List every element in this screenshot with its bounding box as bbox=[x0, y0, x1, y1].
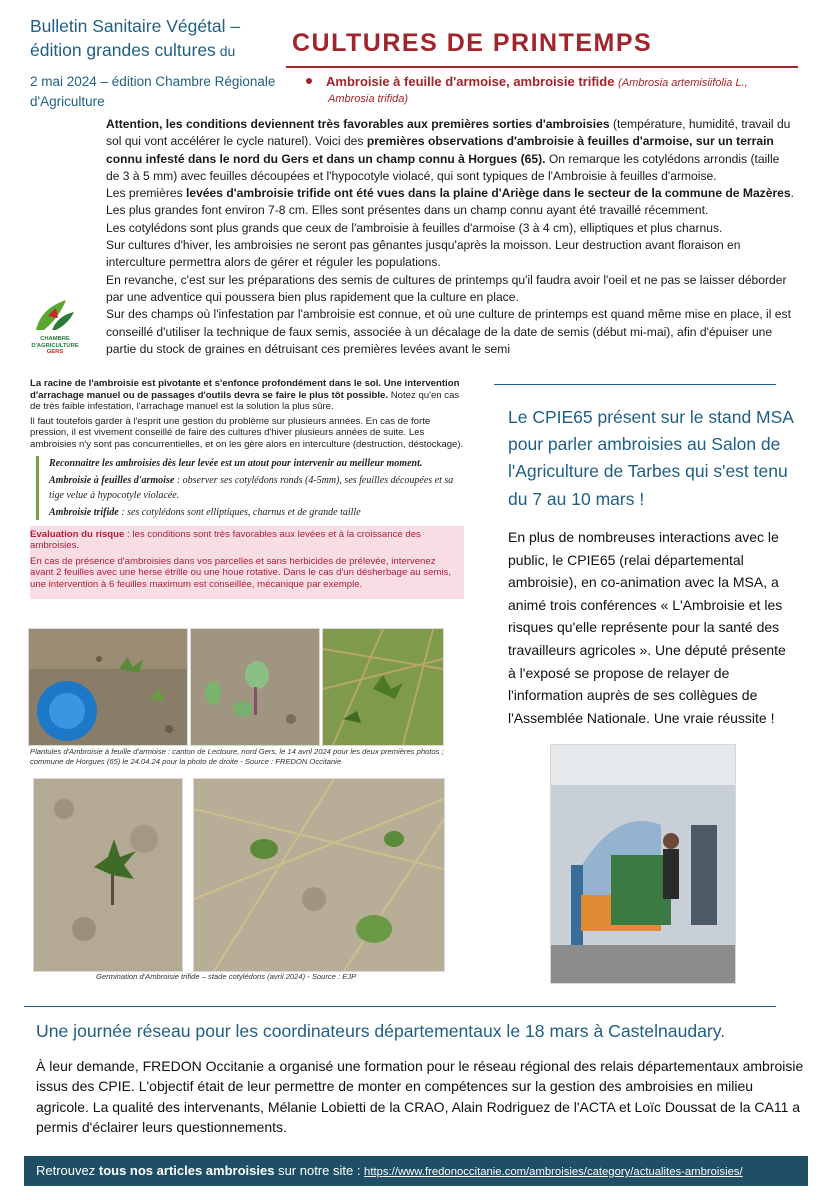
recognition-quote bbox=[36, 456, 464, 520]
bullet-dot-icon bbox=[306, 78, 312, 84]
msa-stand-photo bbox=[550, 744, 736, 984]
bulletin-title-du: du bbox=[215, 43, 236, 59]
quote-intro: Reconnaitre les ambroisies dès leur levée est un atout pour intervenir au meilleur moment. bbox=[49, 457, 423, 469]
footer-bold: tous nos articles ambroisies bbox=[98, 1163, 275, 1178]
logo-text-2: D'AGRICULTURE bbox=[31, 342, 79, 349]
seedling-photo-3 bbox=[322, 628, 444, 746]
species-name: Ambroisie à feuille d'armoise, ambroisie trifide bbox=[326, 74, 615, 89]
quote-trifide-text: : ses cotylédons sont elliptiques, charnus et de grande taille bbox=[118, 506, 361, 518]
chambre-agriculture-logo bbox=[22, 296, 88, 358]
main-paragraph-5: En revanche, c'est sur les préparations des semis de cultures de printemps qu'il faudra avoir l'oeil et ne pas se laisser déborder par une adventice qui poussera bien plus rapidement que la culture en place. bbox=[106, 272, 787, 304]
bottom-divider bbox=[24, 1006, 776, 1007]
trifide-photo-1 bbox=[33, 778, 183, 972]
doc-p1-text: Notez qu'en cas de très faible infestation, l'arrachage manuel est la solution la plus sûre. bbox=[30, 389, 460, 413]
species-latin-2: Ambrosia trifida) bbox=[328, 93, 409, 105]
doc-paragraph-1 bbox=[30, 378, 464, 413]
quote-armoise-label: Ambroisie à feuilles d'armoise bbox=[49, 474, 175, 486]
species-bullet bbox=[306, 74, 801, 107]
main-p2-text-1: Les premières bbox=[106, 186, 186, 201]
section-banner bbox=[286, 26, 798, 68]
footer-site-link[interactable]: https://www.fredonoccitanie.com/ambroisies/category/actualites-ambroisies/ bbox=[364, 1166, 743, 1178]
seedling-photo-1 bbox=[28, 628, 188, 746]
logo-text-1: CHAMBRE bbox=[40, 336, 70, 342]
network-day-body: À leur demande, FREDON Occitanie a organisé une formation pour le réseau régional des relais départementaux ambroisie issus des CPIE. L'objectif était de leur permettre de monter en compétences sur la gestion des ambroisies en milieu agricole. La qualité des intervenants, Mélanie Lobietti de la CRAO, Alain Rodriguez de l'ACTA et Loïc Doussat de la CA11 a permis d'éclairer leurs questionnements. bbox=[36, 1058, 804, 1136]
main-p2-text-2: . Les plus grandes font environ 7-8 cm. Elles sont présentes dans un champ connu ayant été travaillé récemment. bbox=[106, 186, 794, 218]
bulletin-date-line: 2 mai 2024 – édition Chambre Régionale bbox=[30, 74, 276, 89]
cpie-article-body: En plus de nombreuses interactions avec le public, le CPIE65 (relai départemental ambroisie), en co-animation avec la MSA, a animé trois conférences « L'Ambroisie et les risques qu'elle représente pour la santé des travailleurs agricoles ». Une député présente à l'exposé se propose de relayer de l'information auprès de ses collègues de l'Assemblée Nationale. Une vraie réussite ! bbox=[508, 529, 786, 726]
bulletin-date bbox=[30, 72, 292, 112]
footer-banner bbox=[24, 1156, 808, 1186]
risk-evaluation-box bbox=[30, 526, 464, 599]
technical-sheet bbox=[30, 378, 464, 599]
risk-text: : les conditions sont très favorables aux levées et à la croissance des ambroisies. bbox=[30, 528, 421, 552]
footer-middle: sur notre site : bbox=[274, 1163, 365, 1178]
doc-p1-bold: La racine de l'ambroisie est pivotante et s'enfonce profondément dans le sol. Une intervention d'arrachage manuel ou de passages d'outils devra se faire le plus tôt possible. bbox=[30, 378, 460, 401]
risk-label: Evaluation du risque bbox=[30, 528, 125, 540]
logo-leaf-icon bbox=[22, 296, 88, 336]
trifide-photo-2 bbox=[193, 778, 445, 972]
cpie-article-title: Le CPIE65 présent sur le stand MSA pour parler ambroisies au Salon de l'Agriculture de Tarbes qui s'est tenu du 7 au 10 mars ! bbox=[508, 407, 794, 509]
logo-text-3: GERS bbox=[46, 349, 64, 355]
main-article bbox=[106, 116, 796, 358]
photo-caption-1: Plantules d'Ambroisie à feuille d'armoise : canton de Lectoure, nord Gers, le 14 avril 2024 pour les deux premières photos ; commune de Horgues (65) le 24.04.24 pour la photo de droite - Source : FREDON Occitanie bbox=[30, 747, 444, 766]
main-paragraph-2 bbox=[106, 185, 796, 220]
bulletin-title-line1: Bulletin Sanitaire Végétal – bbox=[30, 16, 241, 36]
network-day-title: Une journée réseau pour les coordinateurs départementaux le 18 mars à Castelnaudary. bbox=[36, 1021, 726, 1041]
main-p1-text-2: On remarque les cotylédons arrondis (taille de 3 à 5 mm) avec feuilles découpées et l'hypocotyle violacé, qui sont typiques de l'Ambroisie à feuilles d'armoise. bbox=[106, 151, 780, 183]
section-title: CULTURES DE PRINTEMPS bbox=[292, 29, 653, 57]
bulletin-title-line2: édition grandes cultures bbox=[30, 40, 216, 60]
main-p1-bold-2: premières observations d'ambroisie à feuilles d'armoise, sur un terrain connu infesté dans le nord du Gers et dans un champ connu à Horgues (65). bbox=[106, 134, 774, 166]
risk-advice: En cas de présence d'ambroisies dans vos parcelles et sans herbicides de prélevée, intervenez avant 2 feuilles avec une herse étrille ou une houe rotative. Dans le cas d'un désherbage au semis, une intervention à 6 feuilles maximum est conseillée, mécanique par exemple. bbox=[30, 555, 452, 590]
footer-prefix: Retrouvez bbox=[36, 1163, 99, 1178]
main-paragraph-1 bbox=[106, 116, 796, 185]
main-paragraph-6: Sur des champs où l'infestation par l'ambroisie est connue, et où une culture de printemps est quand même mise en place, il est conseillé d'utiliser la technique de faux semis, associée à un décalage de la date de semis (début mi-mai), afin d'épuiser une partie du stock de graines en détruisant ces premières levées avant le semi bbox=[106, 307, 791, 356]
bulletin-header bbox=[30, 14, 292, 63]
main-p1-text-1: (température, humidité, travail du sol qui vont accélérer le cycle naturel). Voici des bbox=[106, 117, 791, 149]
seedling-photo-2 bbox=[190, 628, 320, 746]
bulletin-edition-line: d'Agriculture bbox=[30, 94, 105, 109]
main-p1-bold-1: Attention, les conditions deviennent très favorables aux premières sorties d'ambroisies bbox=[106, 117, 610, 131]
photo-caption-2: Germination d'Ambroisie trifide – stade cotylédons (avril 2024) - Source : EJP bbox=[96, 972, 357, 981]
doc-paragraph-2: Il faut toutefois garder à l'esprit une gestion du problème sur plusieurs années. En cas de forte pression, il est vivement conseillé de faire des cultures d'hiver plusieurs années de suite. Les ambroisies n'y sont pas concurrentielles, et on les gère alors en interculture (destruction, déstockage). bbox=[30, 415, 464, 450]
quote-armoise-text: : observer ses cotylédons ronds (4-5mm), ses feuilles découpées et sa tige velue à hypocotyle violacée. bbox=[49, 474, 454, 501]
main-paragraph-4: Sur cultures d'hiver, les ambroisies ne seront pas gênantes jusqu'après la moisson. Leur destruction avant floraison en interculture permettra alors de gérer et réguler les populations. bbox=[106, 238, 741, 270]
right-divider bbox=[494, 384, 776, 385]
species-latin-1: (Ambrosia artemisiifolia L., bbox=[618, 77, 748, 89]
main-paragraph-3: Les cotylédons sont plus grands que ceux de l'ambroisie à feuilles d'armoise (3 à 4 cm), elliptiques et plus charnus. bbox=[106, 220, 723, 235]
main-p2-bold: levées d'ambroisie trifide ont été vues dans la plaine d'Ariège dans le secteur de la commune de Mazères bbox=[186, 186, 791, 201]
quote-trifide-label: Ambroisie trifide bbox=[49, 506, 119, 518]
